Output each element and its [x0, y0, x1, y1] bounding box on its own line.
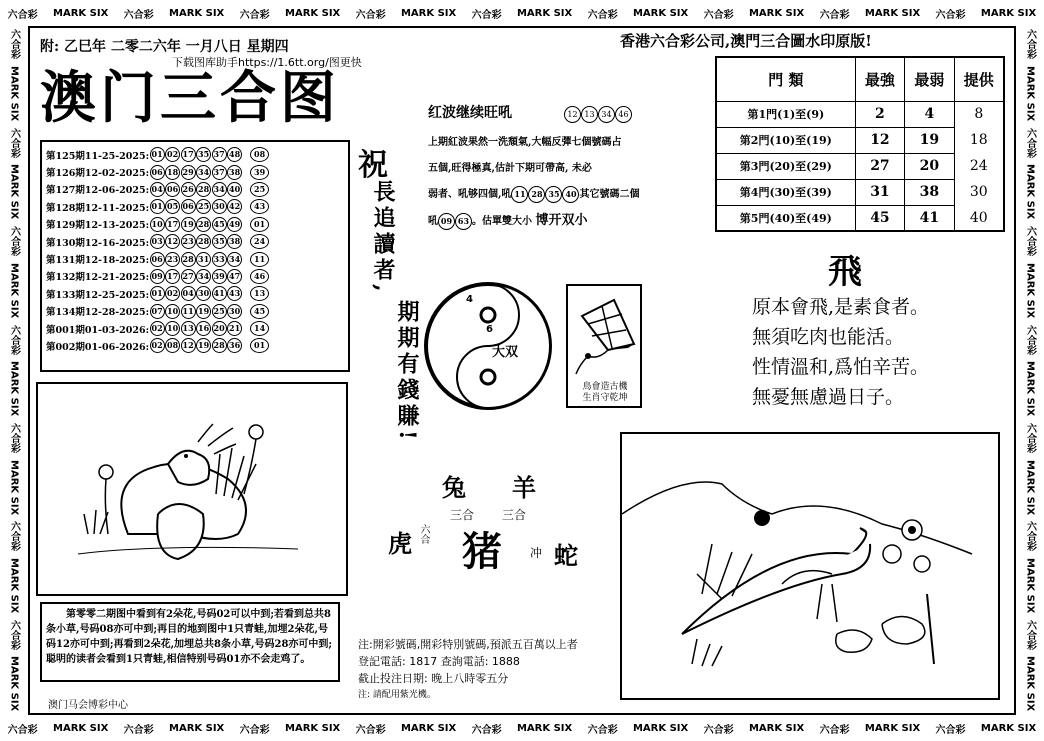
stats-label-cell: 第2門(10)至(19)	[716, 127, 855, 153]
left-border-band	[0, 26, 28, 715]
kite-icon	[568, 286, 640, 382]
history-number: 01	[150, 286, 165, 301]
history-special-number: 14	[250, 321, 269, 336]
history-number: 43	[227, 286, 242, 301]
notes-block	[358, 636, 578, 704]
history-number: 04	[150, 182, 165, 197]
border-mark-text: MARK SIX	[632, 722, 689, 734]
history-special-number: 11	[250, 252, 269, 267]
frog-on-rock-icon	[38, 384, 346, 594]
poem-line: 無須吃肉也能活。	[752, 326, 905, 348]
history-row	[46, 198, 348, 215]
border-mark-text: MARK SIX	[8, 65, 20, 122]
kite-caption-2: 生肖守乾坤	[582, 393, 628, 403]
history-number: 07	[150, 304, 165, 319]
border-logo-text: 六合彩	[1024, 521, 1036, 552]
history-number: 28	[196, 234, 211, 249]
border-mark-text: MARK SIX	[748, 7, 805, 19]
poem-line: 性情溫和,爲怕辛苦。	[752, 356, 930, 378]
history-number: 34	[227, 252, 242, 267]
border-logo-text: 六合彩	[471, 9, 502, 21]
history-number: 13	[181, 321, 196, 336]
border-mark-text: MARK SIX	[980, 722, 1037, 734]
history-number: 18	[165, 165, 180, 180]
history-number: 02	[165, 147, 180, 162]
history-number: 17	[165, 217, 180, 232]
border-mark-text: MARK SIX	[400, 722, 457, 734]
stats-row	[716, 205, 1004, 231]
company-banner: 香港六合彩公司,澳門三合圖水印原版!	[620, 32, 872, 50]
history-row	[46, 163, 348, 180]
history-number: 28	[196, 217, 211, 232]
bottom-border-band	[0, 715, 1044, 741]
history-period: 第128期12-11-2025:	[46, 202, 150, 214]
stats-label-cell: 第3門(20)至(29)	[716, 153, 855, 179]
notes-line2: 登記電話: 1817 查詢電話: 1888	[358, 655, 520, 668]
border-mark-text: MARK SIX	[1024, 459, 1036, 515]
poem-body	[752, 292, 929, 412]
history-number: 41	[212, 286, 227, 301]
border-logo-text: 六合彩	[7, 9, 38, 21]
stats-give-cell: 30	[969, 184, 988, 200]
history-special-number: 39	[250, 165, 269, 180]
border-mark-text: MARK SIX	[285, 7, 341, 19]
date-note: 附: 乙巳年 二零二六年 一月八日 星期四	[40, 39, 289, 55]
history-special-number: 13	[250, 286, 269, 301]
line3-tail: 其它號碼二個	[579, 189, 640, 200]
number-ball: 11	[511, 186, 528, 203]
number-ball: 12	[564, 106, 581, 123]
yinyang-n1: 4	[466, 294, 473, 305]
border-logo-text: 六合彩	[1024, 324, 1036, 355]
blessing-col2: 期期有錢賺!	[394, 300, 420, 444]
number-ball: 34	[598, 106, 615, 123]
history-number: 06	[150, 165, 165, 180]
poem-line: 無憂無慮過日子。	[752, 386, 905, 408]
history-number: 02	[150, 338, 165, 353]
poem-title: 飛	[828, 252, 862, 292]
history-special-number: 25	[250, 182, 269, 197]
border-mark-text: MARK SIX	[8, 361, 20, 417]
border-logo-text: 六合彩	[355, 9, 386, 21]
history-row	[46, 181, 348, 198]
history-number: 33	[212, 252, 227, 267]
stats-strong-cell: 27	[855, 153, 904, 179]
history-number: 37	[212, 147, 227, 162]
history-period: 第132期12-21-2025:	[46, 272, 150, 284]
number-ball: 63	[455, 213, 472, 230]
history-row	[46, 216, 348, 233]
history-number: 28	[181, 252, 196, 267]
frog-illustration	[36, 382, 348, 596]
sanhe-b: 三合	[502, 508, 527, 522]
border-logo-text: 六合彩	[355, 724, 386, 736]
page-title: 澳门三合图	[40, 66, 340, 131]
red-wave-balls	[564, 102, 632, 123]
history-period: 第130期12-16-2025:	[46, 237, 150, 249]
number-ball: 35	[545, 186, 562, 203]
history-row	[46, 303, 348, 320]
history-number: 06	[150, 252, 165, 267]
history-period: 第125期11-25-2025:	[46, 150, 150, 162]
history-row	[46, 250, 348, 267]
red-wave-line2: 五個,旺得極真,估計下期可帶高, 未必	[428, 163, 592, 174]
history-number: 21	[227, 321, 242, 336]
history-number: 01	[150, 199, 165, 214]
history-number: 40	[227, 182, 242, 197]
stats-give-cell: 8	[974, 106, 984, 123]
stats-header-cell: 最弱	[905, 57, 954, 101]
history-number: 35	[196, 147, 211, 162]
border-logo-text: 六合彩	[1024, 226, 1036, 257]
history-number: 38	[227, 234, 242, 249]
history-period: 第134期12-28-2025:	[46, 307, 150, 319]
border-mark-text: MARK SIX	[864, 722, 921, 734]
history-special-number: 46	[250, 269, 269, 284]
history-number: 39	[212, 269, 227, 284]
history-number: 28	[196, 182, 211, 197]
top-border-band	[0, 0, 1044, 26]
line4-text: 吼	[428, 216, 438, 227]
stats-strong-cell: 31	[855, 179, 904, 205]
red-wave-body	[428, 130, 693, 235]
red-wave-line3	[428, 182, 693, 208]
history-number: 27	[181, 269, 196, 284]
history-period: 第126期12-02-2025:	[46, 168, 150, 180]
yinyang-icon	[422, 280, 554, 412]
history-number: 20	[212, 321, 227, 336]
history-number: 23	[181, 234, 196, 249]
border-logo-text: 六合彩	[819, 9, 850, 21]
zodiac-pig: 猪	[462, 529, 502, 575]
stats-header-cell: 最強	[855, 57, 904, 101]
stats-weak-cell: 20	[905, 153, 954, 179]
line4-balls	[438, 216, 472, 227]
history-number: 03	[150, 234, 165, 249]
border-mark-text: MARK SIX	[8, 656, 20, 712]
border-mark-text: MARK SIX	[516, 722, 573, 734]
border-logo-text: 六合彩	[8, 226, 20, 257]
history-number: 36	[227, 338, 242, 353]
history-special-number: 24	[250, 234, 269, 249]
border-logo-text: 六合彩	[8, 29, 20, 60]
border-mark-text: MARK SIX	[53, 722, 109, 734]
border-logo-text: 六合彩	[239, 724, 270, 736]
border-logo-text: 六合彩	[123, 9, 154, 21]
history-period: 第001期01-03-2026:	[46, 324, 150, 336]
border-logo-text: 六合彩	[8, 521, 20, 552]
poem-line: 原本會飛,是素食者。	[752, 296, 930, 318]
right-border-band	[1016, 26, 1044, 715]
history-number: 09	[150, 269, 165, 284]
notes-line4: 注: 請配用紫光機。	[358, 690, 436, 700]
history-number: 23	[165, 252, 180, 267]
border-mark-text: MARK SIX	[285, 722, 341, 734]
history-number: 19	[181, 217, 196, 232]
history-number: 06	[165, 182, 180, 197]
history-number: 02	[150, 321, 165, 336]
line3-balls	[511, 189, 579, 200]
pheasant-illustration	[620, 432, 1000, 700]
stats-strong-cell: 12	[855, 127, 904, 153]
history-number: 17	[165, 269, 180, 284]
history-number: 05	[165, 199, 180, 214]
blessing-zhu: 祝	[358, 148, 388, 183]
history-number: 02	[165, 286, 180, 301]
stats-row	[716, 127, 1004, 153]
kite-picture	[566, 284, 642, 408]
stats-row	[716, 179, 1004, 205]
red-wave-line1: 上期紅波果然一洗頹氣,大幅反彈七個號碼占	[428, 137, 622, 148]
history-number: 34	[196, 269, 211, 284]
zodiac-tiger: 虎	[388, 530, 412, 558]
notes-line1: 注:開彩號碼,開彩特別號碼,預派五百萬以上者	[358, 638, 578, 651]
history-number: 30	[212, 199, 227, 214]
red-wave-line4	[428, 208, 693, 235]
border-logo-text: 六合彩	[819, 724, 850, 736]
history-number: 34	[212, 182, 227, 197]
history-special-number: 08	[250, 147, 269, 162]
history-number: 48	[227, 147, 242, 162]
history-number: 10	[165, 321, 180, 336]
history-number: 25	[212, 304, 227, 319]
yinyang-n2: 6	[486, 324, 493, 335]
liuhe-label: 六合	[418, 524, 429, 544]
stats-weak-cell: 38	[905, 179, 954, 205]
zodiac-snake: 蛇	[554, 542, 578, 570]
border-mark-text: MARK SIX	[8, 459, 20, 515]
border-logo-text: 六合彩	[471, 724, 502, 736]
border-logo-text: 六合彩	[587, 724, 618, 736]
zodiac-rabbit: 兔	[442, 474, 466, 502]
border-logo-text: 六合彩	[1024, 29, 1036, 60]
stats-give-cell: 40	[969, 209, 988, 226]
number-ball: 40	[562, 186, 579, 203]
border-mark-text: MARK SIX	[980, 7, 1037, 19]
history-row	[46, 146, 348, 163]
border-logo-text: 六合彩	[587, 9, 618, 21]
chong-label: 冲	[530, 546, 543, 560]
stats-label-cell: 第4門(30)至(39)	[716, 179, 855, 205]
history-box	[40, 140, 350, 372]
history-number: 34	[196, 165, 211, 180]
pheasant-icon	[622, 434, 998, 698]
download-link[interactable]: 下载图库助手https://1.6tt.org/图更快	[172, 56, 362, 69]
history-period: 第131期12-18-2025:	[46, 255, 150, 267]
sanhe-a: 三合	[450, 508, 475, 522]
border-logo-text: 六合彩	[8, 619, 20, 650]
border-mark-text: MARK SIX	[1024, 65, 1036, 122]
stats-give-cell: 24	[969, 158, 988, 174]
red-wave-title: 红波继续旺吼	[428, 105, 512, 121]
history-number: 12	[165, 234, 180, 249]
history-number: 47	[227, 269, 242, 284]
border-mark-text: MARK SIX	[8, 164, 20, 220]
stats-row	[716, 153, 1004, 179]
border-logo-text: 六合彩	[123, 724, 154, 736]
history-number: 19	[196, 304, 211, 319]
number-ball: 13	[581, 106, 598, 123]
border-mark-text: MARK SIX	[632, 7, 689, 19]
stats-weak-cell: 41	[905, 205, 954, 231]
border-logo-text: 六合彩	[703, 724, 734, 736]
history-row	[46, 233, 348, 250]
history-number: 08	[165, 338, 180, 353]
history-number: 26	[181, 182, 196, 197]
stats-weak-cell: 4	[905, 101, 954, 127]
stats-strong-cell: 45	[855, 205, 904, 231]
history-number: 49	[227, 217, 242, 232]
door-stats-table	[715, 56, 1005, 232]
border-mark-text: MARK SIX	[1024, 656, 1036, 712]
stats-give-cell: 18	[969, 132, 988, 148]
number-ball: 28	[528, 186, 545, 203]
stats-label-cell: 第5門(40)至(49)	[716, 205, 855, 231]
history-number: 29	[181, 165, 196, 180]
kite-caption-1: 鳥會造古機	[582, 382, 628, 392]
line3-text: 弱者、吼够四個,吼	[428, 189, 512, 200]
stats-header-cell: 提供	[954, 57, 1004, 101]
border-logo-text: 六合彩	[935, 724, 966, 736]
history-number: 45	[212, 217, 227, 232]
history-number: 12	[181, 338, 196, 353]
history-number: 16	[196, 321, 211, 336]
border-mark-text: MARK SIX	[516, 7, 573, 19]
history-number: 06	[181, 199, 196, 214]
border-logo-text: 六合彩	[8, 127, 20, 158]
history-number: 11	[181, 304, 196, 319]
history-row	[46, 268, 348, 285]
history-period: 第133期12-25-2025:	[46, 289, 150, 301]
border-mark-text: MARK SIX	[864, 7, 921, 19]
number-ball: 46	[615, 106, 632, 123]
history-number: 10	[165, 304, 180, 319]
history-number: 04	[181, 286, 196, 301]
border-mark-text: MARK SIX	[1024, 164, 1036, 220]
line4-tail: 博开双小	[535, 213, 588, 228]
history-number: 01	[150, 147, 165, 162]
history-number: 25	[196, 199, 211, 214]
history-period: 第127期12-06-2025:	[46, 185, 150, 197]
line4-mid: 。估單雙大小	[472, 216, 532, 227]
border-mark-text: MARK SIX	[1024, 262, 1036, 318]
history-number: 35	[212, 234, 227, 249]
notes-line3: 截止投注日期: 晚上八時零五分	[358, 672, 509, 685]
border-mark-text: MARK SIX	[8, 557, 20, 614]
history-number: 17	[181, 147, 196, 162]
stats-strong-cell: 2	[855, 101, 904, 127]
yinyang-label: 大双	[492, 345, 519, 360]
border-mark-text: MARK SIX	[8, 262, 20, 318]
history-number: 42	[227, 199, 242, 214]
border-logo-text: 六合彩	[1024, 619, 1036, 650]
history-number: 30	[196, 286, 211, 301]
zodiac-sheep: 羊	[512, 474, 536, 502]
history-special-number: 45	[250, 304, 269, 319]
border-logo-text: 六合彩	[7, 724, 38, 736]
border-logo-text: 六合彩	[935, 9, 966, 21]
stats-header-cell: 門 類	[716, 57, 855, 101]
border-logo-text: 六合彩	[8, 324, 20, 355]
history-number: 28	[212, 338, 227, 353]
history-number: 10	[150, 217, 165, 232]
border-mark-text: MARK SIX	[748, 722, 805, 734]
history-row	[46, 320, 348, 337]
history-number: 19	[196, 338, 211, 353]
border-mark-text: MARK SIX	[169, 7, 225, 19]
clue-text: 第零零二期图中看到有2朵花,号码02可以中到;若看到总共8条小草,号码08亦可中到;再目的地到图中1只青蛙,加埋2朵花,号码12亦可中到;再看到2朵花,加埋总共8条小草,号码28亦可中到;聪明的读者会看到1只青蛙,相信特别号码01亦不会走鸡了。	[46, 609, 333, 665]
history-number: 38	[227, 165, 242, 180]
border-logo-text: 六合彩	[1024, 422, 1036, 453]
stats-weak-cell: 19	[905, 127, 954, 153]
stats-row	[716, 101, 1004, 127]
border-logo-text: 六合彩	[703, 9, 734, 21]
border-logo-text: 六合彩	[1024, 127, 1036, 158]
border-mark-text: MARK SIX	[1024, 361, 1036, 417]
stats-label-cell: 第1門(1)至(9)	[716, 101, 855, 127]
history-period: 第002期01-06-2026:	[46, 341, 150, 353]
history-number: 37	[212, 165, 227, 180]
history-special-number: 01	[250, 338, 269, 353]
border-logo-text: 六合彩	[239, 9, 270, 21]
history-special-number: 01	[250, 217, 269, 232]
history-period: 第129期12-13-2025:	[46, 220, 150, 232]
number-ball: 09	[438, 213, 455, 230]
blessing-col1: 長追讀者,	[370, 180, 396, 296]
history-number: 31	[196, 252, 211, 267]
border-mark-text: MARK SIX	[400, 7, 457, 19]
clue-footer: 澳门马会博彩中心	[48, 700, 128, 711]
history-row	[46, 337, 348, 354]
border-mark-text: MARK SIX	[1024, 557, 1036, 614]
history-row	[46, 285, 348, 302]
history-number: 30	[227, 304, 242, 319]
border-mark-text: MARK SIX	[53, 7, 109, 19]
border-mark-text: MARK SIX	[169, 722, 225, 734]
clue-box	[40, 602, 340, 682]
border-logo-text: 六合彩	[8, 422, 20, 453]
history-special-number: 43	[250, 199, 269, 214]
